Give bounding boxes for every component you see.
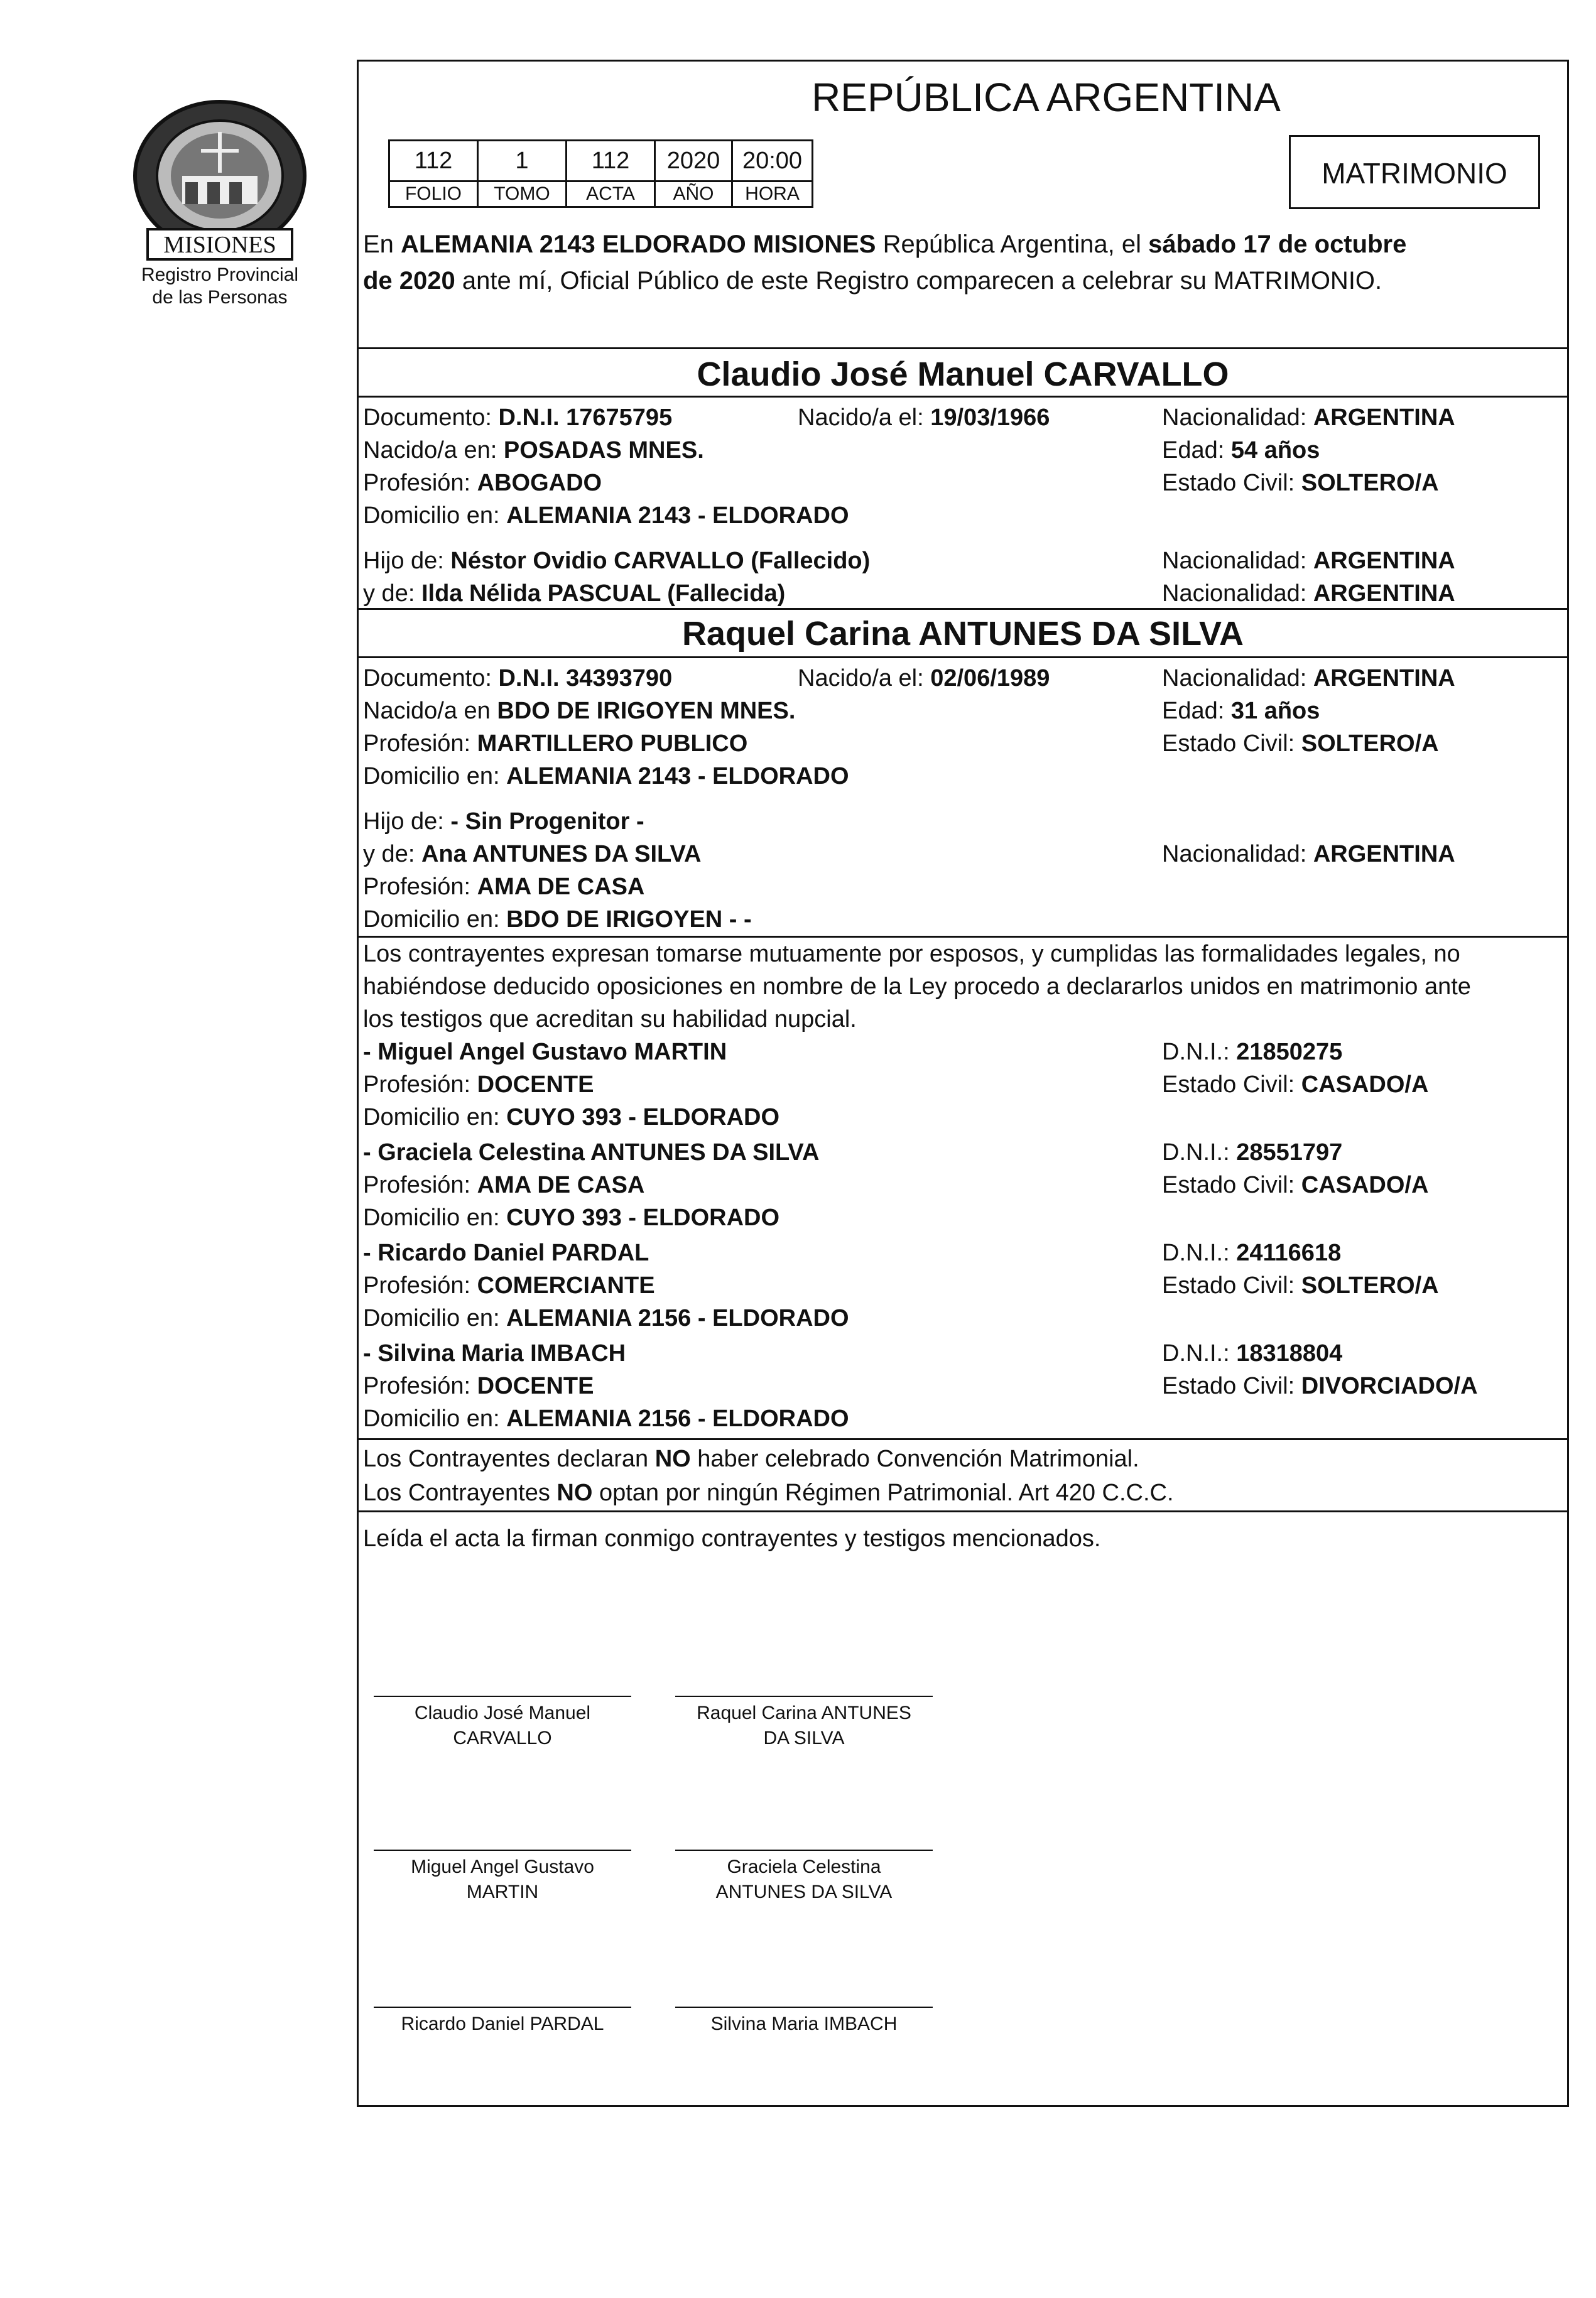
spouse1-mother: y de: Ilda Nélida PASCUAL (Fallecida) bbox=[363, 580, 786, 607]
spouse2-age: Edad: 31 años bbox=[1162, 698, 1320, 724]
witness-addr: Domicilio en: ALEMANIA 2156 - ELDORADO bbox=[363, 1406, 849, 1432]
svg-text:MISIONES: MISIONES bbox=[163, 232, 276, 258]
spouse2-born: Nacido/a el: 02/06/1989 bbox=[798, 665, 1050, 691]
closing-statement: Leída el acta la firman conmigo contrayentes y testigos mencionados. bbox=[363, 1526, 1101, 1552]
witness-dni: D.N.I.: 28551797 bbox=[1162, 1139, 1343, 1166]
divider bbox=[357, 656, 1569, 658]
spouse1-mother-nat: Nacionalidad: ARGENTINA bbox=[1162, 580, 1455, 607]
spouse1-father-nat: Nacionalidad: ARGENTINA bbox=[1162, 548, 1455, 574]
signature-line bbox=[374, 1850, 631, 1851]
divider bbox=[357, 1438, 1569, 1440]
signature-name: Claudio José Manuel CARVALLO bbox=[414, 1703, 591, 1748]
registry-line-1: Registro Provincial bbox=[141, 264, 299, 285]
acta-label: ACTA bbox=[567, 182, 655, 207]
signature-line bbox=[675, 1696, 933, 1697]
witness-addr: Domicilio en: CUYO 393 - ELDORADO bbox=[363, 1104, 780, 1130]
signature-name: Raquel Carina ANTUNES DA SILVA bbox=[697, 1703, 911, 1748]
document-title: REPÚBLICA ARGENTINA bbox=[812, 75, 1281, 120]
spouse2-name: Raquel Carina ANTUNES DA SILVA bbox=[681, 615, 1244, 653]
signature-name: Graciela Celestina ANTUNES DA SILVA bbox=[715, 1856, 893, 1902]
spouse1-prof: Profesión: ABOGADO bbox=[363, 470, 602, 496]
signature-name: Silvina Maria IMBACH bbox=[710, 2013, 898, 2034]
divider bbox=[357, 396, 1569, 398]
witness-civil: Estado Civil: CASADO/A bbox=[1162, 1172, 1429, 1198]
registry-caption bbox=[107, 264, 333, 309]
spouse2-birthplace: Nacido/a en BDO DE IRIGOYEN MNES. bbox=[363, 698, 796, 724]
witness-name: - Ricardo Daniel PARDAL bbox=[363, 1240, 649, 1266]
spouse1-birthplace: Nacido/a en: POSADAS MNES. bbox=[363, 437, 704, 463]
act-type-box: MATRIMONIO bbox=[1289, 135, 1540, 209]
intro-paragraph: En ALEMANIA 2143 ELDORADO MISIONES República Argentina, el sábado 17 de octubre de 2020 ante mí, Oficial Público de este Registro comparecen a celebrar su MATRIMONIO. bbox=[363, 230, 1407, 295]
spouse1-doc: Documento: D.N.I. 17675795 bbox=[363, 404, 673, 431]
spouse1-addr: Domicilio en: ALEMANIA 2143 - ELDORADO bbox=[363, 502, 849, 529]
spouse2-mother-nat: Nacionalidad: ARGENTINA bbox=[1162, 841, 1455, 867]
witness-name: - Graciela Celestina ANTUNES DA SILVA bbox=[363, 1139, 820, 1166]
spouse1-born: Nacido/a el: 19/03/1966 bbox=[798, 404, 1050, 431]
spouse1-name: Claudio José Manuel CARVALLO bbox=[697, 355, 1229, 393]
witness-addr: Domicilio en: ALEMANIA 2156 - ELDORADO bbox=[363, 1305, 849, 1331]
signature-line bbox=[675, 2007, 933, 2008]
folio-label: FOLIO bbox=[389, 182, 478, 207]
spouse1-nat: Nacionalidad: ARGENTINA bbox=[1162, 404, 1455, 431]
tomo-value: 1 bbox=[478, 141, 567, 182]
convention-line-2: Los Contrayentes NO optan por ningún Régimen Patrimonial. Art 420 C.C.C. bbox=[363, 1480, 1174, 1506]
spouse1-age: Edad: 54 años bbox=[1162, 437, 1320, 463]
witness-prof: Profesión: AMA DE CASA bbox=[363, 1172, 645, 1198]
spouse2-addr: Domicilio en: ALEMANIA 2143 - ELDORADO bbox=[363, 763, 849, 789]
witness-prof: Profesión: DOCENTE bbox=[363, 1071, 594, 1098]
spouse1-father: Hijo de: Néstor Ovidio CARVALLO (Fallecido) bbox=[363, 548, 871, 574]
registry-line-2: de las Personas bbox=[152, 287, 288, 308]
spouse2-mother-addr: Domicilio en: BDO DE IRIGOYEN - - bbox=[363, 906, 752, 933]
folio-value: 112 bbox=[389, 141, 478, 182]
ano-label: AÑO bbox=[655, 182, 732, 207]
acta-value: 112 bbox=[567, 141, 655, 182]
signature-line bbox=[374, 1696, 631, 1697]
divider bbox=[357, 1510, 1569, 1512]
witness-prof: Profesión: COMERCIANTE bbox=[363, 1272, 655, 1299]
witness-name: - Silvina Maria IMBACH bbox=[363, 1340, 626, 1367]
folio-table bbox=[388, 139, 813, 208]
signature-line bbox=[675, 1850, 933, 1851]
hora-label: HORA bbox=[732, 182, 813, 207]
divider bbox=[357, 608, 1569, 610]
hora-value: 20:00 bbox=[732, 141, 813, 182]
witness-civil: Estado Civil: CASADO/A bbox=[1162, 1071, 1429, 1098]
witness-name: - Miguel Angel Gustavo MARTIN bbox=[363, 1039, 727, 1065]
spouse2-civil: Estado Civil: SOLTERO/A bbox=[1162, 730, 1439, 757]
spouse2-mother: y de: Ana ANTUNES DA SILVA bbox=[363, 841, 702, 867]
spouse2-prof: Profesión: MARTILLERO PUBLICO bbox=[363, 730, 748, 757]
witness-dni: D.N.I.: 18318804 bbox=[1162, 1340, 1343, 1367]
witness-dni: D.N.I.: 24116618 bbox=[1162, 1240, 1342, 1266]
tomo-label: TOMO bbox=[478, 182, 567, 207]
witness-civil: Estado Civil: DIVORCIADO/A bbox=[1162, 1373, 1478, 1399]
signature-name: Ricardo Daniel PARDAL bbox=[401, 2013, 604, 2034]
spouse2-mother-prof: Profesión: AMA DE CASA bbox=[363, 874, 645, 900]
spouse2-father: Hijo de: - Sin Progenitor - bbox=[363, 808, 644, 835]
spouse2-doc: Documento: D.N.I. 34393790 bbox=[363, 665, 673, 691]
spouse1-civil: Estado Civil: SOLTERO/A bbox=[1162, 470, 1439, 496]
signature-name: Miguel Angel Gustavo MARTIN bbox=[411, 1856, 594, 1902]
spouse2-nat: Nacionalidad: ARGENTINA bbox=[1162, 665, 1455, 691]
divider bbox=[357, 347, 1569, 349]
witness-prof: Profesión: DOCENTE bbox=[363, 1373, 594, 1399]
witness-dni: D.N.I.: 21850275 bbox=[1162, 1039, 1343, 1065]
witness-addr: Domicilio en: CUYO 393 - ELDORADO bbox=[363, 1205, 780, 1231]
declaration-paragraph: Los contrayentes expresan tomarse mutuamente por esposos, y cumplidas las formalidades legales, no habiéndose deducido oposiciones en nombre de la Ley procedo a declararlos unidos en matrimonio ante los testigos que acreditan su habilidad nupcial. bbox=[363, 941, 1471, 1032]
ano-value: 2020 bbox=[655, 141, 732, 182]
witness-civil: Estado Civil: SOLTERO/A bbox=[1162, 1272, 1439, 1299]
convention-line-1: Los Contrayentes declaran NO haber celebrado Convención Matrimonial. bbox=[363, 1446, 1139, 1472]
signature-line bbox=[374, 2007, 631, 2008]
